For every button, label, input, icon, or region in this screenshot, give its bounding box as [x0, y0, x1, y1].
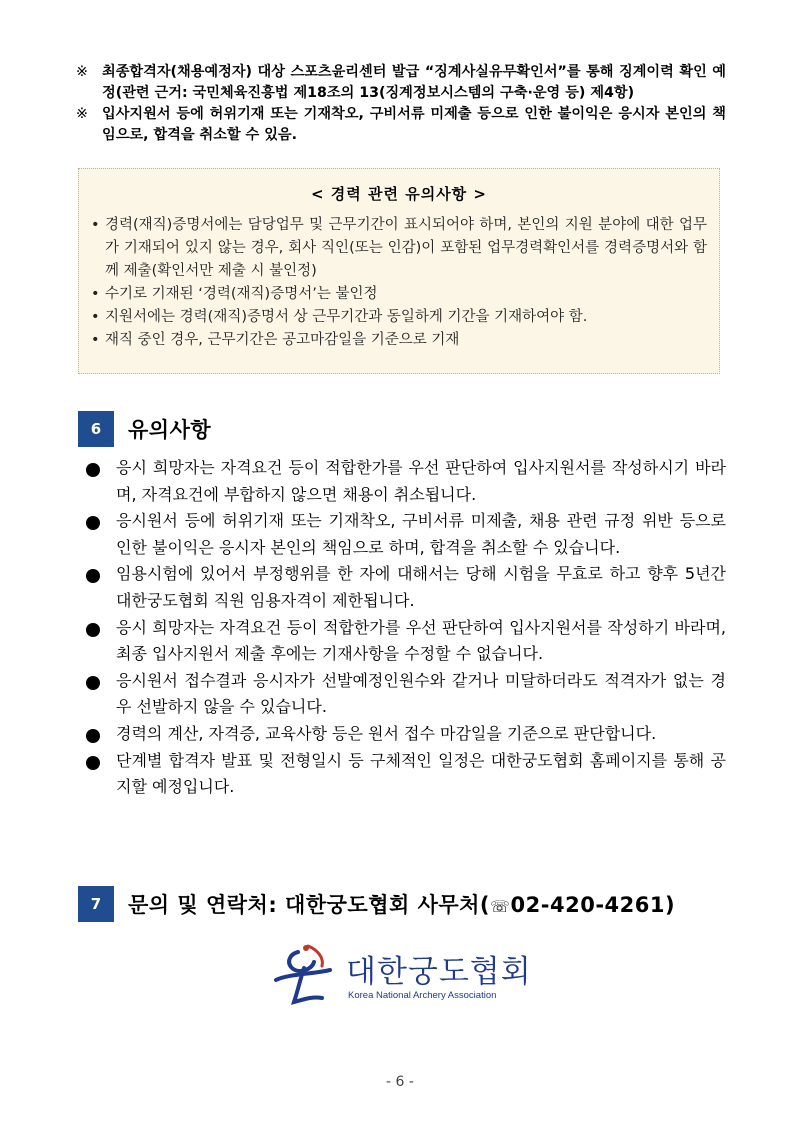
phone-icon: ☏ [490, 897, 511, 916]
note-text: 입사지원서 등에 허위기재 또는 기재착오, 구비서류 미제출 등으로 인한 불이익은 응시자 본인의 책임으로, 합격을 취소할 수 있음. [102, 106, 726, 143]
bullet-icon [86, 676, 100, 690]
section-number-badge: 6 [78, 411, 114, 447]
notice-text: 경력의 계산, 자격증, 교육사항 등은 원서 접수 마감일을 기준으로 판단합니다. [116, 723, 657, 743]
list-item [91, 283, 707, 306]
list-item [86, 615, 726, 668]
list-item [86, 748, 726, 801]
contact-label: 문의 및 연락처: 대한궁도협회 사무처( [128, 893, 491, 917]
bullet-icon [86, 463, 100, 477]
career-notice-box [78, 168, 720, 374]
notice-text: 응시원서 접수결과 응시자가 선발예정인원수와 같거나 미달하더라도 적격자가 없는 경우 선발하지 않을 수 있습니다. [116, 670, 726, 717]
bullet-icon: • [91, 332, 100, 348]
section-6-header [78, 411, 211, 447]
association-logo [268, 940, 538, 1010]
list-item [91, 329, 707, 352]
section-7-header [78, 886, 675, 922]
bullet-icon [86, 569, 100, 583]
note-text: 최종합격자(채용예정자) 대상 스포츠윤리센터 발급 “징계사실유무확인서”를 통해 징계이력 확인 예정(관련 근거: 국민체육진흥법 제18조의 13(징계정보시스템의 구축·운영 등) 제4항) [102, 64, 726, 101]
career-notice-list [91, 214, 707, 352]
list-item [91, 214, 707, 283]
page-number: - 6 - [386, 1074, 414, 1090]
notes-block [76, 62, 726, 146]
list-item [86, 455, 726, 508]
reference-mark: ※ [76, 106, 88, 122]
notice-text: 응시원서 등에 허위기재 또는 기재착오, 구비서류 미제출, 채용 관련 규정 위반 등으로 인한 불이익은 응시자 본인의 책임으로 하며, 합격을 취소할 수 있습니다. [116, 511, 726, 557]
section-title: 유의사항 [128, 418, 212, 442]
notice-text: 임용시험에 있어서 부정행위를 한 자에 대해서는 당해 시험을 무효로 하고 향후 5년간 대한궁도협회 직원 임용자격이 제한됩니다. [116, 564, 726, 610]
bullet-icon [86, 756, 100, 770]
notice-text: 단계별 합격자 발표 및 전형일시 등 구체적인 일정은 대한궁도협회 홈페이지를 통해 공지할 예정입니다. [116, 750, 726, 797]
career-item-text: 재직 중인 경우, 근무기간은 공고마감일을 기준으로 기재 [105, 332, 460, 348]
reference-mark: ※ [76, 64, 88, 80]
career-box-title: < 경력 관련 유의사항 > [311, 185, 487, 203]
bullet-icon: • [91, 217, 100, 233]
archery-emblem-icon [268, 940, 340, 1010]
note-item [76, 62, 726, 104]
contact-suffix: ) [665, 893, 676, 917]
notice-list [86, 455, 726, 801]
list-item [86, 668, 726, 721]
logo-name: 대한궁도협회 [346, 954, 532, 990]
logo-subtitle: Korea National Archery Association [348, 990, 497, 1001]
bullet-icon: • [91, 309, 100, 325]
list-item [86, 561, 726, 614]
bullet-icon [86, 623, 100, 637]
note-item [76, 104, 726, 146]
bullet-icon [86, 729, 100, 743]
contact-title [128, 889, 675, 919]
career-item-text: 경력(재직)증명서에는 담당업무 및 근무기간이 표시되어야 하며, 본인의 지원 분야에 대한 업무가 기재되어 있지 않는 경우, 회사 직인(또는 인감)이 포함된 업무경력확인서를 경력증명서와 함께 제출(확인서만 제출 시 불인정) [105, 217, 707, 279]
section-number-badge: 7 [78, 886, 114, 922]
bullet-icon [86, 516, 100, 530]
list-item [86, 721, 726, 748]
phone-number: 02-420-4261 [510, 893, 665, 917]
career-item-text: 수기로 기재된 ‘경력(재직)증명서’는 불인정 [105, 286, 378, 302]
list-item [86, 508, 726, 561]
bullet-icon: • [91, 286, 100, 302]
notice-text: 응시 희망자는 자격요건 등이 적합한가를 우선 판단하여 입사지원서를 작성하시기 바라며, 자격요건에 부합하지 않으면 채용이 취소됩니다. [116, 458, 726, 504]
career-item-text: 지원서에는 경력(재직)증명서 상 근무기간과 동일하게 기간을 기재하여야 함. [105, 309, 588, 325]
notice-text: 응시 희망자는 자격요건 등이 적합한가를 우선 판단하여 입사지원서를 작성하기 바라며, 최종 입사지원서 제출 후에는 기재사항을 수정할 수 없습니다. [116, 617, 726, 664]
list-item [91, 306, 707, 329]
